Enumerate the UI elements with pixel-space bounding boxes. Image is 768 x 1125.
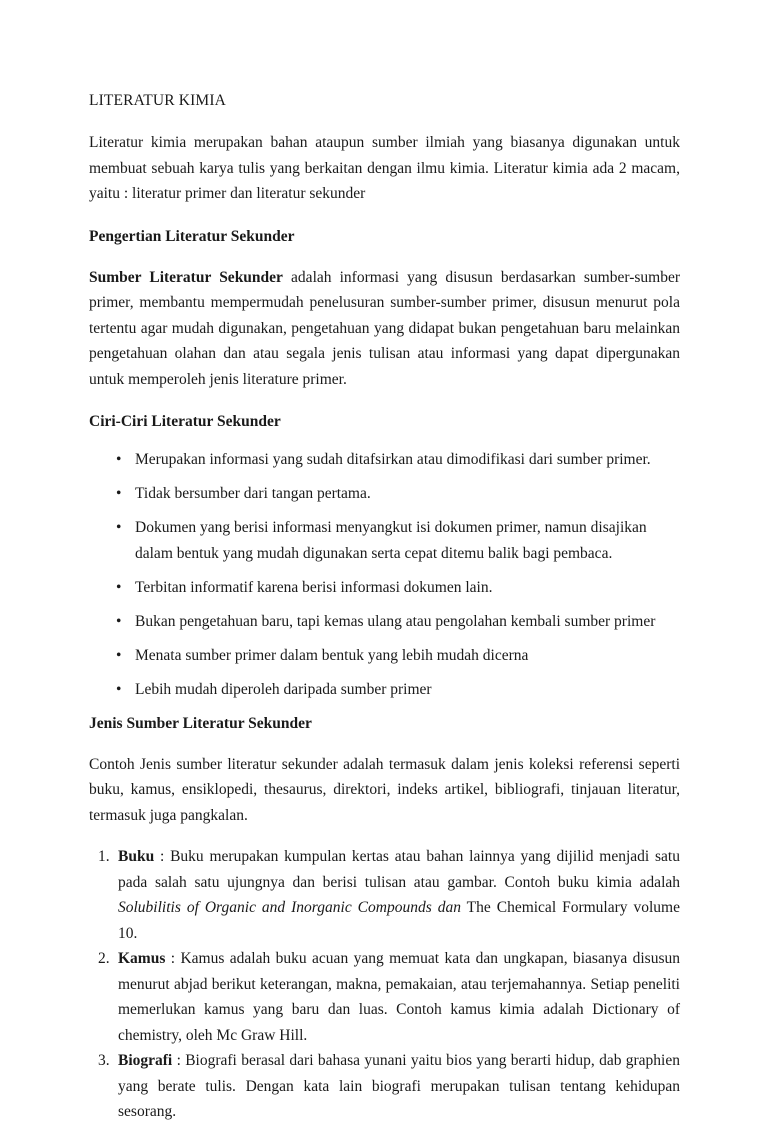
list-item: [89, 447, 680, 473]
list-item-text: Tidak bersumber dari tangan pertama.: [135, 485, 371, 502]
list-item: [89, 844, 680, 946]
list-number: 3.: [98, 1052, 110, 1069]
intro-paragraph: Literatur kimia merupakan bahan ataupun sumber ilmiah yang biasanya digunakan untuk membuat sebuah karya tulis yang berkaitan dengan ilmu kimia. Literatur kimia ada 2 macam, yaitu : literatur primer dan literatur sekunder: [89, 134, 680, 202]
list-item-text: : Biografi berasal dari bahasa yunani yaitu bios yang berarti hidup, dab graphien yang berate tulis. Dengan kata lain biografi merupakan tulisan tentang kehidupan sesorang.: [118, 1052, 680, 1120]
list-item-text: Terbitan informatif karena berisi informasi dokumen lain.: [135, 578, 493, 596]
list-item: [89, 677, 680, 703]
list-item-text: Bukan pengetahuan baru, tapi kemas ulang atau pengolahan kembali sumber primer: [135, 612, 656, 630]
list-item-title-italic: Solubilitis of Organic and Inorganic Compounds dan: [118, 899, 461, 916]
list-number: 2.: [98, 950, 110, 967]
heading-pengertian-literatur-sekunder: Pengertian Literatur Sekunder: [89, 227, 295, 245]
pengertian-body-paragraph: [89, 265, 680, 393]
list-item-term: Kamus: [118, 950, 166, 967]
list-item-text-tail: The Chemical Formulary volume 10.: [118, 899, 680, 942]
bullet-icon: •: [116, 578, 122, 596]
bullet-icon: •: [116, 612, 122, 630]
list-item: [89, 609, 680, 635]
pengertian-body-lead: Sumber Literatur Sekunder: [89, 268, 283, 286]
bullet-icon: •: [116, 519, 122, 536]
bullet-icon: •: [116, 485, 122, 502]
list-item-text: Lebih mudah diperoleh daripada sumber primer: [135, 680, 432, 698]
list-item: [89, 481, 680, 507]
jenis-sumber-intro-paragraph: Contoh Jenis sumber literatur sekunder adalah termasuk dalam jenis koleksi referensi seperti buku, kamus, ensiklopedi, thesaurus, direktori, indeks artikel, bibliografi, tinjauan literatur, termasuk juga pangkalan.: [89, 755, 680, 824]
list-item: [89, 946, 680, 1048]
list-item-term: Buku: [118, 848, 155, 865]
list-item-text: Merupakan informasi yang sudah ditafsirkan atau dimodifikasi dari sumber primer.: [135, 451, 651, 468]
bullet-icon: •: [116, 646, 122, 664]
list-number: 1.: [98, 848, 110, 865]
list-item-text: : Kamus adalah buku acuan yang memuat kata dan ungkapan, biasanya disusun menurut abjad berikut keterangan, makna, pemakaian, atau terjemahannya. Setiap peneliti memerlukan kamus yang baru dan luas. Contoh kamus kimia adalah Dictionary of chemistry, oleh Mc Graw Hill.: [118, 950, 680, 1044]
list-item-text: Menata sumber primer dalam bentuk yang lebih mudah dicerna: [135, 646, 529, 664]
page-title: LITERATUR KIMIA: [89, 92, 226, 109]
list-item: [89, 643, 680, 669]
list-item-text: Dokumen yang berisi informasi menyangkut isi dokumen primer, namun disajikan dalam bentuk yang mudah digunakan serta cepat ditemu balik bagi pembaca.: [135, 519, 647, 562]
list-item-text: : Buku merupakan kumpulan kertas atau bahan lainnya yang dijilid menjadi satu pada salah satu ujungnya dan berisi tulisan atau gambar. Contoh buku kimia adalah: [118, 848, 680, 891]
heading-jenis-sumber-literatur-sekunder: Jenis Sumber Literatur Sekunder: [89, 714, 312, 732]
list-item-term: Biografi: [118, 1052, 173, 1069]
bullet-icon: •: [116, 451, 122, 468]
jenis-sumber-numbered-list: [89, 844, 680, 1125]
bullet-icon: •: [116, 680, 122, 698]
list-item: [89, 1048, 680, 1125]
list-item: [89, 515, 680, 566]
heading-ciri-ciri-literatur-sekunder: Ciri-Ciri Literatur Sekunder: [89, 413, 281, 430]
list-item: [89, 575, 680, 601]
ciri-ciri-list: [89, 447, 680, 702]
pengertian-body-rest: adalah informasi yang disusun berdasarkan sumber-sumber primer, membantu mempermudah penelusuran sumber-sumber primer, disusun menurut pola tertentu agar mudah digunakan, pengetahuan yang didapat bukan pengetahuan baru melainkan pengetahuan olahan dan atau segala jenis tulisan atau informasi yang dapat dipergunakan untuk memperoleh jenis literature primer.: [89, 268, 680, 388]
